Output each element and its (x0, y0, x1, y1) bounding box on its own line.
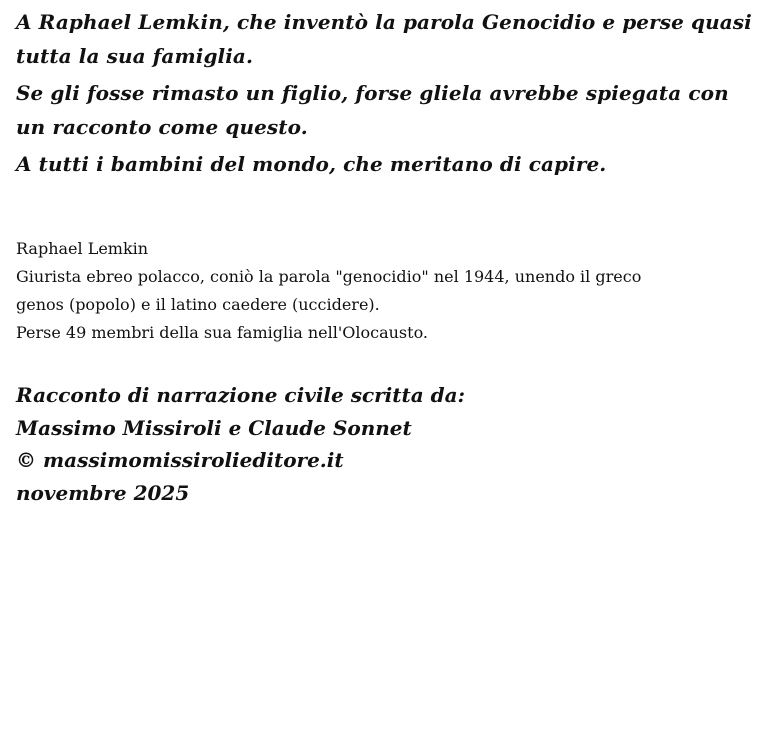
dedication-line-2: Se gli fosse rimasto un figlio, forse gliela avrebbe spiegata con un racconto come questo. (16, 81, 729, 139)
credits-copyright: © massimomissirolieditore.it (16, 448, 344, 472)
credits-intro: Racconto di narrazione civile scritta da: (16, 383, 465, 407)
dedication-line-3: A tutti i bambini del mondo, che meritano di capire. (16, 152, 607, 176)
credits-authors: Massimo Missiroli e Claude Sonnet (16, 415, 412, 440)
credits-date: novembre 2025 (16, 480, 190, 505)
bio-line-3: Perse 49 membri della sua famiglia nell'Olocausto. (16, 323, 428, 342)
bio-name: Raphael Lemkin (16, 239, 149, 258)
dedication (16, 0, 756, 181)
dedication-line-1: A Raphael Lemkin, che inventò la parola Genocidio e perse quasi tutta la sua famiglia. (16, 10, 752, 68)
biography (16, 235, 756, 347)
bio-line-1: Giurista ebreo polacco, coniò la parola "genocidio" nel 1944, unendo il greco (16, 267, 642, 286)
bio-line-2: genos (popolo) e il latino caedere (uccidere). (16, 295, 380, 314)
document-page (16, 0, 756, 509)
credits (16, 379, 756, 509)
